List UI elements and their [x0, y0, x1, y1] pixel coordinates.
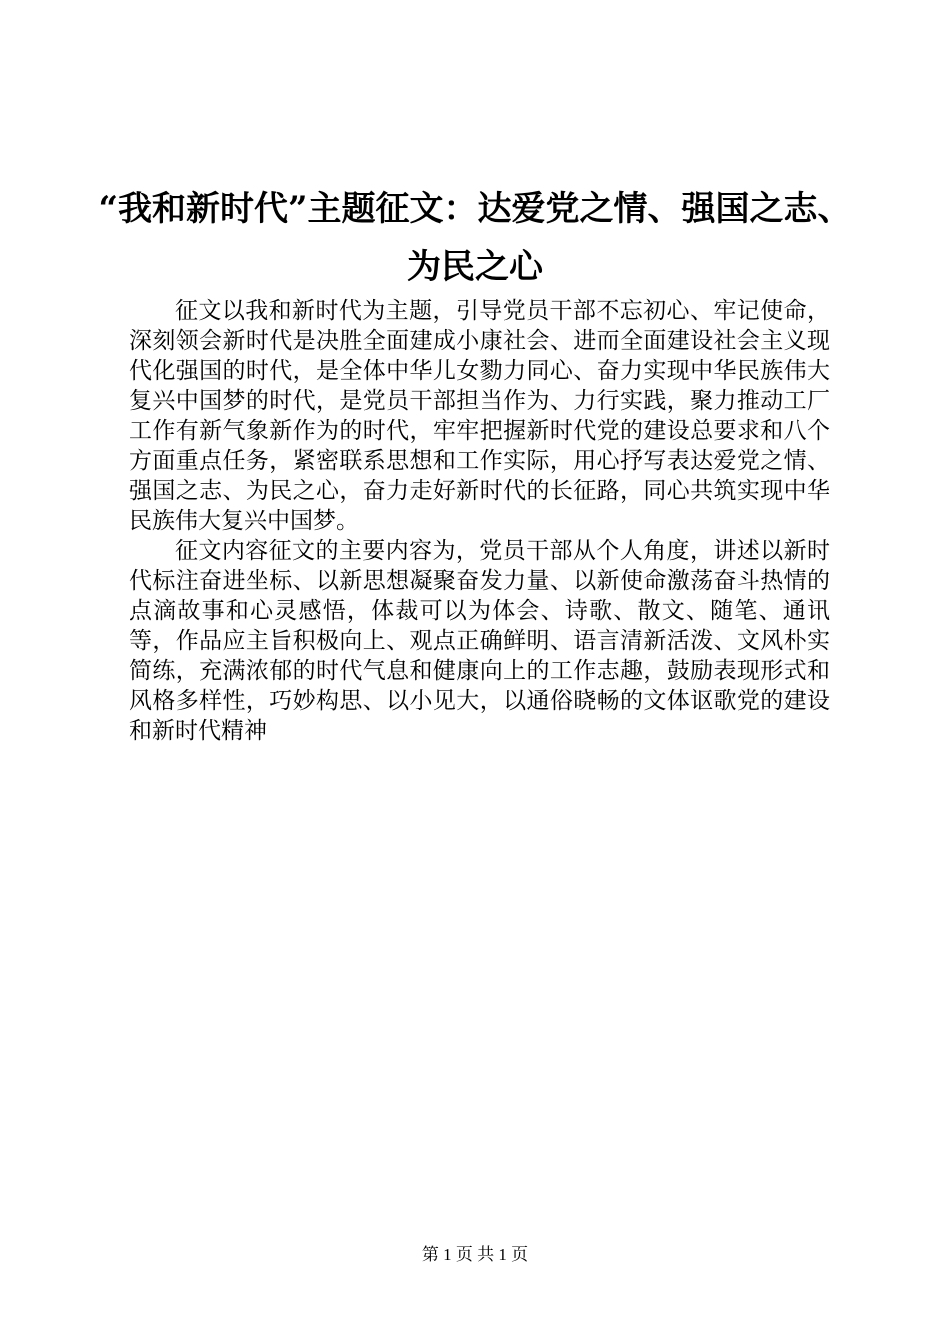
body-paragraph: 征文以我和新时代为主题，引导党员干部不忘初心、牢记使命，深刻领会新时代是决胜全面建成小康社会、进而全面建设社会主义现代化强国的时代，是全体中华儿女勠力同心、奋力实现中华民族伟大复兴中国梦的时代，是党员干部担当作为、力行实践，聚力推动工厂工作有新气象新作为的时代，牢牢把握新时代党的建设总要求和八个方面重点任务，紧密联系思想和工作实际，用心抒写表达爱党之情、强国之志、为民之心，奋力走好新时代的长征路，同心共筑实现中华民族伟大复兴中国梦。 [129, 298, 830, 534]
document-body [129, 296, 830, 746]
body-paragraph: 征文内容征文的主要内容为，党员干部从个人角度，讲述以新时代标注奋进坐标、以新思想凝聚奋发力量、以新使命激荡奋斗热情的点滴故事和心灵感悟，体裁可以为体会、诗歌、散文、随笔、通讯等，作品应主旨积极向上、观点正确鲜明、语言清新活泼、文风朴实简练，充满浓郁的时代气息和健康向上的工作志趣，鼓励表现形式和风格多样性，巧妙构思、以小见大，以通俗晓畅的文体讴歌党的建设和新时代精神 [129, 538, 830, 744]
document-title: “我和新时代”主题征文：达爱党之情、强国之志、为民之心 [98, 189, 852, 287]
page-number-footer: 第 1 页 共 1 页 [421, 1245, 529, 1264]
